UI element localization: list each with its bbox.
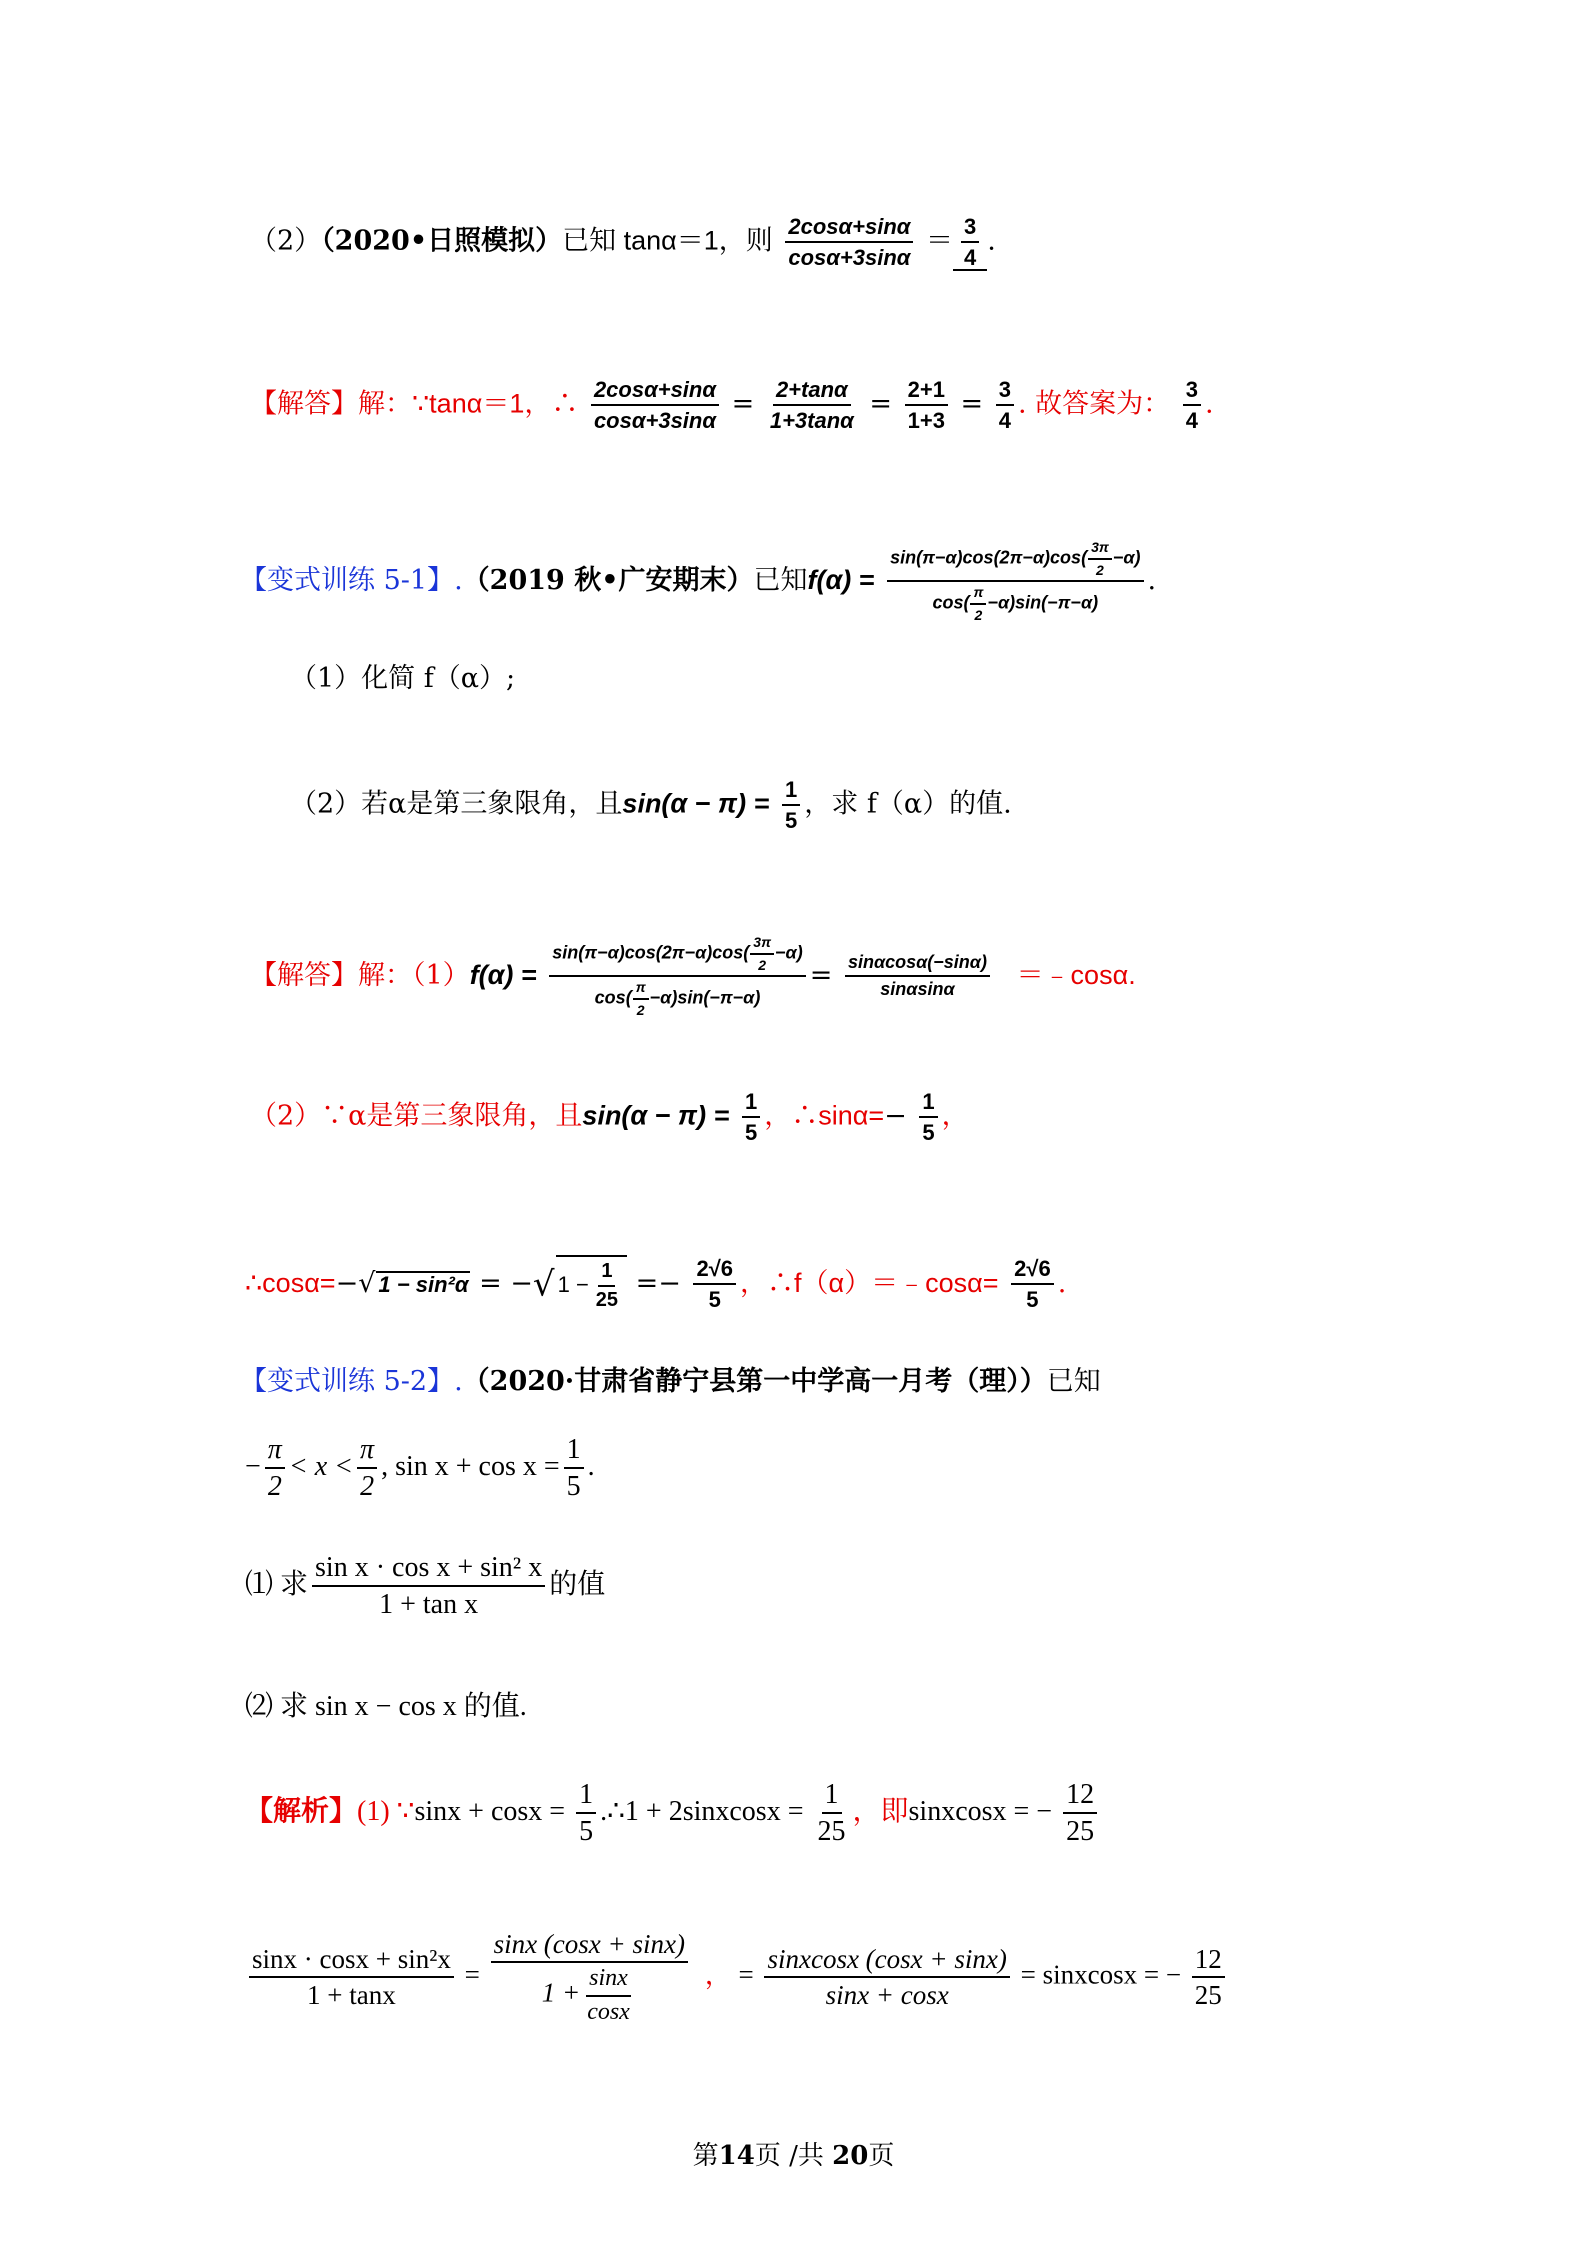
question-source: （2020·甘肃省静宁县第一中学高一月考（理）） bbox=[462, 1366, 1047, 1397]
fraction: $\frac{2\cos\alpha+\sin\alpha}{\cos\alpha+3\sin\alpha}$ bbox=[785, 215, 913, 269]
variant-5-2-line: 【变式训练 5-2】.（2020·甘肃省静宁县第一中学高一月考（理））已知 bbox=[240, 1366, 1101, 1397]
variant-5-2-question-1: ⑴ 求 $\frac{\text{sin x · cos x + sin² x}}{\text{1 + tan x}}$ 的值 bbox=[245, 1552, 606, 1621]
page-total: 20 bbox=[832, 2141, 869, 2171]
answer-tag: 【解答】 bbox=[250, 959, 358, 991]
question-source: （2020•日照模拟） bbox=[321, 225, 563, 257]
question-source: （2019 秋•广安期末） bbox=[462, 564, 754, 596]
answer-2-line: 【解答】解：（1）f(α) = sin(π−α)cos(2π−α)cos( $\frac{3\pi}{2}$ −α) cos( $\frac{\pi}{2}$ −α)sin(−π−α) = $\frac{\sin\alpha\cos\alpha(-\sin\alpha)}{\sin\alpha\sin\alpha}$ ＝﹣cosα. bbox=[250, 934, 1136, 1019]
page-number: 14 bbox=[718, 2141, 755, 2171]
answer-5-line: 【解析】(1) ∵sinx + cosx = $\frac{1}{5}$ .∴1 + 2sinxcosx = $\frac{1}{25}$ ，即sinxcosx = − $\frac{12}{25}$ bbox=[245, 1780, 1101, 1847]
answer-tag: 【解答】 bbox=[250, 388, 358, 420]
variant-tag: 【变式训练 5-2】 bbox=[240, 1366, 455, 1397]
question-2-line: （2）（2020•日照模拟）已知 tanα＝1，则 $\frac{2\cos\alpha+\sin\alpha}{\cos\alpha+3\sin\alpha}$ ＝ $\frac{3}{4}$ . bbox=[250, 214, 996, 271]
answer-3-line: （2）∵α是第三象限角，且sin(α − π) = $\frac{1}{5}$ ，∴sinα=− $\frac{1}{5}$ ， bbox=[250, 1089, 969, 1146]
answer-tag: 【解析】 bbox=[245, 1795, 358, 1827]
variant-5-2-condition: − $\frac{\pi}{2}$ < x < $\frac{\pi}{2}$ , sin x + cos x = $\frac{1}{5}$ . bbox=[245, 1434, 595, 1503]
variant-5-1-question-1: （1）化简 f（α）; bbox=[290, 663, 516, 694]
page-footer: 第14页 /共 20页 bbox=[692, 2141, 895, 2171]
variant-tag: 【变式训练 5-1】 bbox=[240, 564, 455, 596]
answer-4-line: ∴cosα=−√ 1 − sin²α = −√ 1 − $\frac{1}{25}$ =− $\frac{2√6}{5}$ ，∴f（α）＝﹣cosα= $\frac{2√6}{5}$ . bbox=[245, 1256, 1067, 1313]
answer-6-line: $\frac{\text{sinx · cosx + sin²x}}{1 + \tan x}$ = sinx (cosx + sinx) 1 + $\frac{\sin x}{\cos x}$ ， = $\frac{\text{sinxcosx (cosx + sinx)}}{\sin x + \cos x}$ = sinxcosx = − $\frac{12}{25}$ bbox=[245, 1930, 1229, 2025]
variant-5-2-question-2: ⑵ 求 sin x − cos x 的值. bbox=[245, 1691, 527, 1722]
variant-5-1-question-2: （2）若α是第三象限角，且sin(α − π) = $\frac{1}{5}$ ，求 f（α）的值. bbox=[290, 777, 1012, 834]
answer-1-line: 【解答】解：∵tanα＝1，∴ $\frac{2\cos\alpha+\sin\alpha}{\cos\alpha+3\sin\alpha}$ = $\frac{2+\tan\alpha}{1+3\tan\alpha}$ = $\frac{2+1}{1+3}$ = $\frac{3}{4}$ . 故答案为： $\frac{3}{4}$ . bbox=[250, 377, 1214, 434]
variant-5-1-line: 【变式训练 5-1】.（2019 秋•广安期末）已知f(α) = sin(π−α)cos(2π−α)cos( $\frac{3\pi}{2}$ −α) cos( $\frac{\pi}{2}$ −α)sin(−π−α) . bbox=[240, 539, 1157, 624]
answer-blank: $\frac{3}{4}$ bbox=[953, 215, 987, 271]
